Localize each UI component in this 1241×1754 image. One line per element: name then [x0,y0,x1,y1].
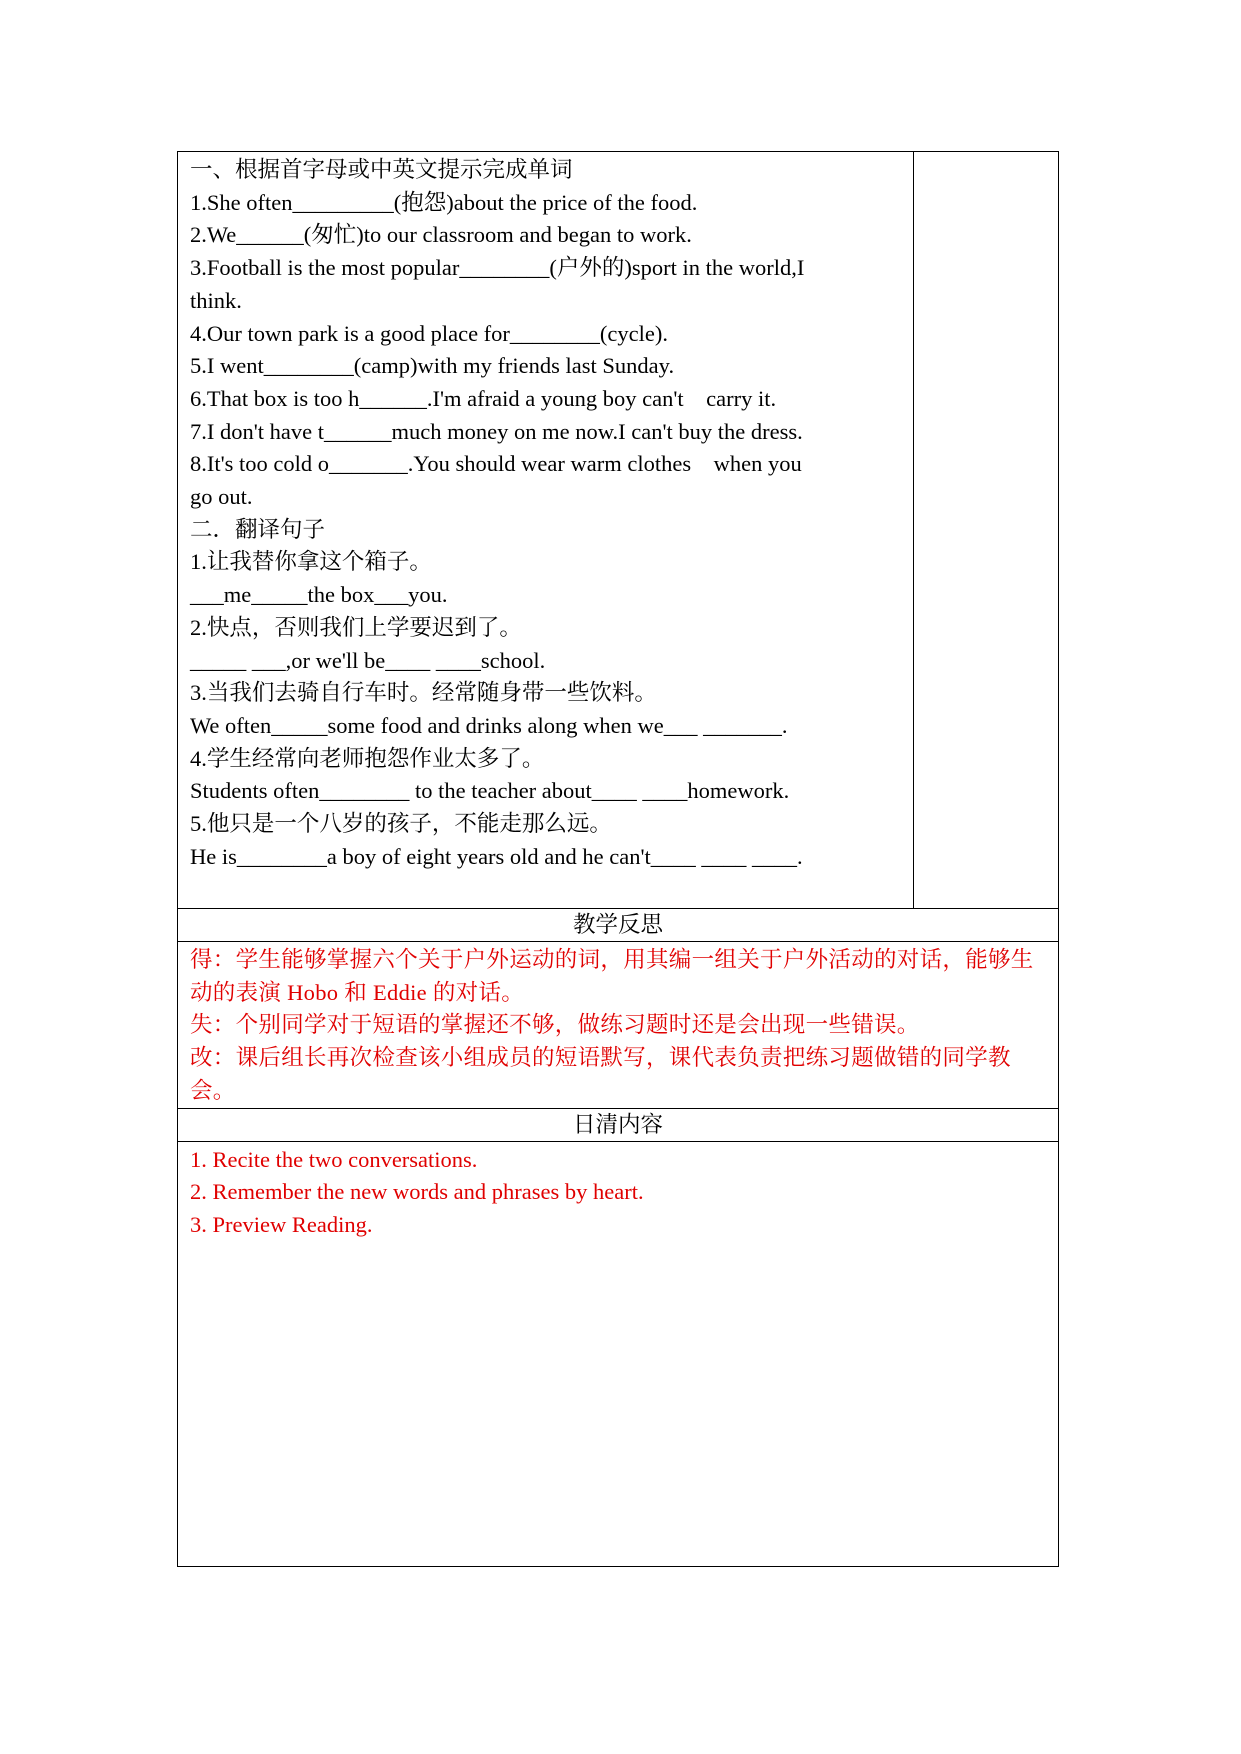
reflection-gain: 得：学生能够掌握六个关于户外运动的词，用其编一组关于户外活动的对话，能够生动的表演 Hobo 和 Eddie 的对话。 [190,947,1034,1005]
section-2-title: 二．翻译句子 [190,516,326,542]
exercise-1-6: 6.That box is too h______.I'm afraid a young boy can't carry it. [190,385,777,411]
daily-heading: 日清内容 [178,1109,1058,1142]
section-1-title: 一、根据首字母或中英文提示完成单词 [190,157,573,182]
exercise-1-2: 2.We______(匆忙)to our classroom and began to work. [190,222,692,248]
exercise-1-3-cont: think. [190,287,242,313]
translate-4-en: Students often________ to the teacher about____ ____homework. [190,778,790,804]
worksheet-table [177,151,1059,1567]
reflection-loss: 失：个别同学对于短语的掌握还不够，做练习题时还是会出现一些错误。 [190,1012,920,1038]
exercise-1-3: 3.Football is the most popular________(户外的)sport in the world,I [190,255,805,281]
reflection-cell [178,942,1058,1109]
translate-1-cn: 1.让我替你拿这个箱子。 [190,549,432,575]
exercise-1-8-cont: go out. [190,484,253,510]
daily-item: 1. Recite the two conversations. [190,1146,478,1172]
translate-3-en: We often_____some food and drinks along when we___ _______. [190,712,788,738]
reflection-improve: 改：课后组长再次检查该小组成员的短语默写，课代表负责把练习题做错的同学教会。 [190,1045,1011,1103]
translate-3-cn: 3.当我们去骑自行车时。经常随身带一些饮料。 [190,680,657,706]
daily-item: 3. Preview Reading. [190,1211,373,1237]
side-notes-cell [914,152,1058,908]
exercise-1-5: 5.I went________(camp)with my friends last Sunday. [190,353,675,379]
translate-4-cn: 4.学生经常向老师抱怨作业太多了。 [190,745,545,771]
daily-cell [178,1142,1058,1566]
exercise-cell [178,152,914,908]
translate-5-en: He is________a boy of eight years old and he can't____ ____ ____. [190,843,803,869]
translate-2-en: _____ ___,or we'll be____ ____school. [190,647,546,673]
daily-item: 2. Remember the new words and phrases by heart. [190,1179,644,1205]
exercise-1-8: 8.It's too cold o_______.You should wear warm clothes when you [190,451,802,477]
translate-1-en: ___me_____the box___you. [190,582,448,608]
exercise-1-1: 1.She often_________(抱怨)about the price of the food. [190,189,698,215]
exercise-1-7: 7.I don't have t______much money on me now.I can't buy the dress. [190,418,803,444]
exercise-row [178,152,1058,909]
reflection-heading: 教学反思 [178,909,1058,942]
translate-2-cn: 2.快点，否则我们上学要迟到了。 [190,614,522,640]
translate-5-cn: 5.他只是一个八岁的孩子，不能走那么远。 [190,811,612,837]
exercise-1-4: 4.Our town park is a good place for________(cycle). [190,320,668,346]
